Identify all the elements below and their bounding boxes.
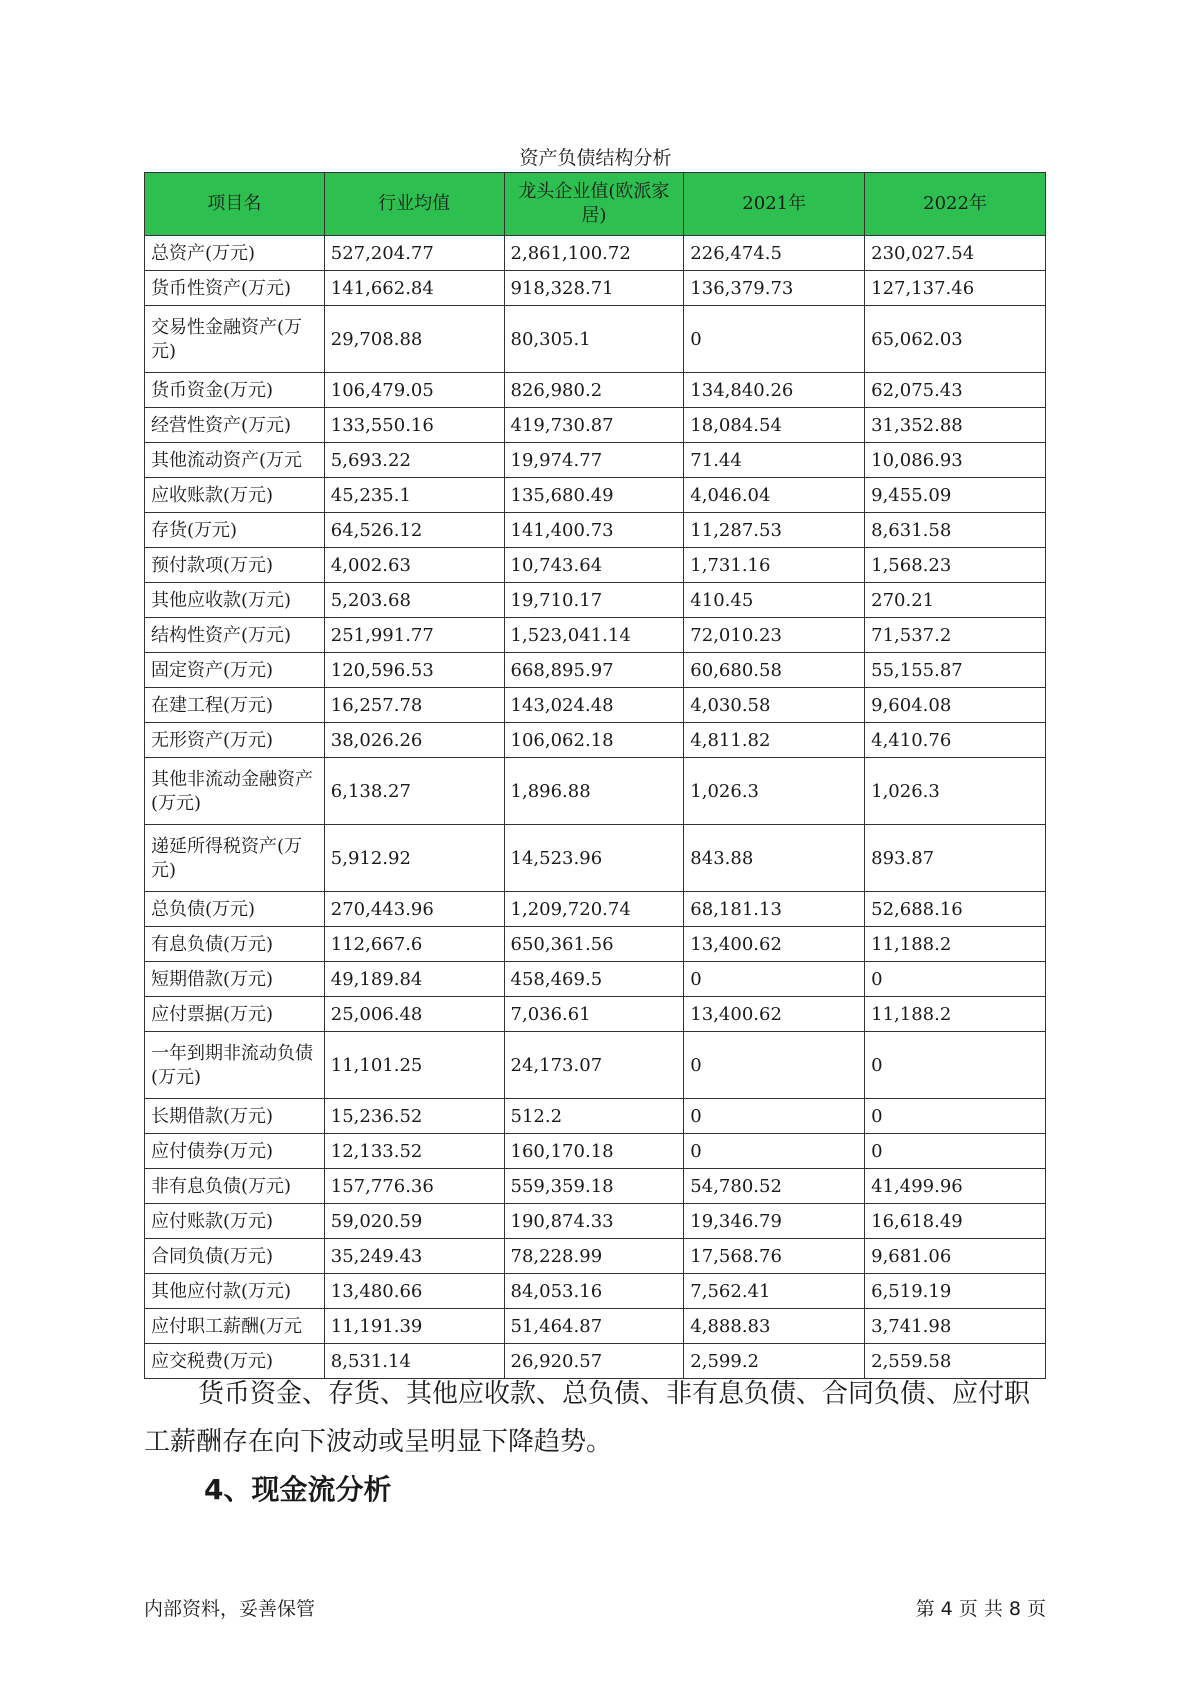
row-value-cell: 0 xyxy=(684,1032,865,1099)
row-value-cell: 106,479.05 xyxy=(324,373,504,408)
row-value-cell: 4,888.83 xyxy=(684,1309,865,1344)
row-value-cell: 1,568.23 xyxy=(865,548,1046,583)
table-row xyxy=(145,443,1046,478)
row-value-cell: 11,188.2 xyxy=(865,997,1046,1032)
row-value-cell: 3,741.98 xyxy=(865,1309,1046,1344)
row-value-cell: 59,020.59 xyxy=(324,1204,504,1239)
row-value-cell: 38,026.26 xyxy=(324,723,504,758)
row-value-cell: 80,305.1 xyxy=(504,306,684,373)
table-header-row xyxy=(145,173,1046,236)
row-value-cell: 0 xyxy=(865,1134,1046,1169)
row-value-cell: 15,236.52 xyxy=(324,1099,504,1134)
row-value-cell: 0 xyxy=(684,1099,865,1134)
table-row xyxy=(145,1169,1046,1204)
row-value-cell: 0 xyxy=(684,1134,865,1169)
row-value-cell: 419,730.87 xyxy=(504,408,684,443)
row-value-cell: 11,188.2 xyxy=(865,927,1046,962)
header-item-name: 项目名 xyxy=(145,173,325,236)
table-row xyxy=(145,1134,1046,1169)
row-value-cell: 7,562.41 xyxy=(684,1274,865,1309)
row-value-cell: 19,974.77 xyxy=(504,443,684,478)
row-item-name: 经营性资产(万元) xyxy=(145,408,325,443)
row-value-cell: 9,604.08 xyxy=(865,688,1046,723)
row-item-name: 应付债券(万元) xyxy=(145,1134,325,1169)
row-item-name: 短期借款(万元) xyxy=(145,962,325,997)
table-row xyxy=(145,688,1046,723)
row-value-cell: 84,053.16 xyxy=(504,1274,684,1309)
row-value-cell: 35,249.43 xyxy=(324,1239,504,1274)
row-value-cell: 0 xyxy=(865,962,1046,997)
row-value-cell: 668,895.97 xyxy=(504,653,684,688)
row-value-cell: 26,920.57 xyxy=(504,1344,684,1379)
row-value-cell: 5,912.92 xyxy=(324,825,504,892)
row-value-cell: 19,710.17 xyxy=(504,583,684,618)
row-value-cell: 127,137.46 xyxy=(865,271,1046,306)
row-value-cell: 143,024.48 xyxy=(504,688,684,723)
row-value-cell: 7,036.61 xyxy=(504,997,684,1032)
table-row xyxy=(145,1204,1046,1239)
row-value-cell: 826,980.2 xyxy=(504,373,684,408)
row-item-name: 其他应收款(万元) xyxy=(145,583,325,618)
row-item-name: 交易性金融资产(万元) xyxy=(145,306,325,373)
row-value-cell: 64,526.12 xyxy=(324,513,504,548)
table-row xyxy=(145,927,1046,962)
row-value-cell: 136,379.73 xyxy=(684,271,865,306)
header-leader-value: 龙头企业值(欧派家居) xyxy=(504,173,684,236)
row-value-cell: 12,133.52 xyxy=(324,1134,504,1169)
row-value-cell: 49,189.84 xyxy=(324,962,504,997)
header-year-2022: 2022年 xyxy=(865,173,1046,236)
row-value-cell: 11,101.25 xyxy=(324,1032,504,1099)
row-value-cell: 13,400.62 xyxy=(684,927,865,962)
row-item-name: 货币资金(万元) xyxy=(145,373,325,408)
row-value-cell: 5,203.68 xyxy=(324,583,504,618)
row-value-cell: 270.21 xyxy=(865,583,1046,618)
row-value-cell: 71,537.2 xyxy=(865,618,1046,653)
header-industry-average: 行业均值 xyxy=(324,173,504,236)
row-value-cell: 226,474.5 xyxy=(684,236,865,271)
table-row xyxy=(145,271,1046,306)
row-value-cell: 1,209,720.74 xyxy=(504,892,684,927)
row-value-cell: 8,531.14 xyxy=(324,1344,504,1379)
balance-sheet-table xyxy=(144,172,1046,1379)
row-value-cell: 16,618.49 xyxy=(865,1204,1046,1239)
row-value-cell: 512.2 xyxy=(504,1099,684,1134)
row-value-cell: 55,155.87 xyxy=(865,653,1046,688)
row-value-cell: 650,361.56 xyxy=(504,927,684,962)
row-item-name: 其他应付款(万元) xyxy=(145,1274,325,1309)
table-row xyxy=(145,1099,1046,1134)
row-value-cell: 18,084.54 xyxy=(684,408,865,443)
row-value-cell: 135,680.49 xyxy=(504,478,684,513)
row-item-name: 预付款项(万元) xyxy=(145,548,325,583)
row-value-cell: 41,499.96 xyxy=(865,1169,1046,1204)
row-item-name: 一年到期非流动负债(万元) xyxy=(145,1032,325,1099)
row-value-cell: 2,599.2 xyxy=(684,1344,865,1379)
row-value-cell: 72,010.23 xyxy=(684,618,865,653)
row-value-cell: 10,743.64 xyxy=(504,548,684,583)
row-value-cell: 8,631.58 xyxy=(865,513,1046,548)
row-value-cell: 5,693.22 xyxy=(324,443,504,478)
row-value-cell: 54,780.52 xyxy=(684,1169,865,1204)
row-item-name: 总负债(万元) xyxy=(145,892,325,927)
row-item-name: 其他非流动金融资产(万元) xyxy=(145,758,325,825)
row-item-name: 合同负债(万元) xyxy=(145,1239,325,1274)
row-value-cell: 6,138.27 xyxy=(324,758,504,825)
row-value-cell: 251,991.77 xyxy=(324,618,504,653)
row-value-cell: 112,667.6 xyxy=(324,927,504,962)
row-item-name: 存货(万元) xyxy=(145,513,325,548)
row-value-cell: 2,559.58 xyxy=(865,1344,1046,1379)
row-item-name: 长期借款(万元) xyxy=(145,1099,325,1134)
footer-page-number: 第 4 页 共 8 页 xyxy=(915,1598,1046,1620)
row-value-cell: 0 xyxy=(865,1099,1046,1134)
row-item-name: 应收账款(万元) xyxy=(145,478,325,513)
row-value-cell: 25,006.48 xyxy=(324,997,504,1032)
row-value-cell: 843.88 xyxy=(684,825,865,892)
summary-paragraph: 货币资金、存货、其他应收款、总负债、非有息负债、合同负债、应付职工薪酬存在向下波动或呈明显下降趋势。 xyxy=(144,1379,1031,1457)
row-item-name: 其他流动资产(万元 xyxy=(145,443,325,478)
footer-confidential-note: 内部资料，妥善保管 xyxy=(144,1598,316,1620)
table-row xyxy=(145,583,1046,618)
row-item-name: 应付票据(万元) xyxy=(145,997,325,1032)
row-value-cell: 60,680.58 xyxy=(684,653,865,688)
table-row xyxy=(145,306,1046,373)
row-item-name: 总资产(万元) xyxy=(145,236,325,271)
row-value-cell: 65,062.03 xyxy=(865,306,1046,373)
row-value-cell: 4,002.63 xyxy=(324,548,504,583)
row-item-name: 应交税费(万元) xyxy=(145,1344,325,1379)
row-value-cell: 11,191.39 xyxy=(324,1309,504,1344)
table-row xyxy=(145,408,1046,443)
table-row xyxy=(145,1274,1046,1309)
table-caption: 资产负债结构分析 xyxy=(519,147,672,169)
row-value-cell: 14,523.96 xyxy=(504,825,684,892)
table-row xyxy=(145,653,1046,688)
table-row xyxy=(145,618,1046,653)
row-value-cell: 62,075.43 xyxy=(865,373,1046,408)
row-item-name: 在建工程(万元) xyxy=(145,688,325,723)
row-value-cell: 52,688.16 xyxy=(865,892,1046,927)
row-value-cell: 230,027.54 xyxy=(865,236,1046,271)
section-heading: 4、现金流分析 xyxy=(204,1473,392,1506)
row-value-cell: 13,400.62 xyxy=(684,997,865,1032)
header-year-2021: 2021年 xyxy=(684,173,865,236)
table-row xyxy=(145,997,1046,1032)
table-row xyxy=(145,548,1046,583)
row-value-cell: 29,708.88 xyxy=(324,306,504,373)
row-value-cell: 11,287.53 xyxy=(684,513,865,548)
table-body xyxy=(145,236,1046,1379)
row-value-cell: 68,181.13 xyxy=(684,892,865,927)
table-row xyxy=(145,962,1046,997)
row-value-cell: 4,811.82 xyxy=(684,723,865,758)
table-row xyxy=(145,1239,1046,1274)
row-value-cell: 6,519.19 xyxy=(865,1274,1046,1309)
row-value-cell: 141,400.73 xyxy=(504,513,684,548)
row-value-cell: 78,228.99 xyxy=(504,1239,684,1274)
row-value-cell: 918,328.71 xyxy=(504,271,684,306)
row-value-cell: 13,480.66 xyxy=(324,1274,504,1309)
row-value-cell: 0 xyxy=(865,1032,1046,1099)
row-value-cell: 270,443.96 xyxy=(324,892,504,927)
table-row xyxy=(145,478,1046,513)
row-value-cell: 24,173.07 xyxy=(504,1032,684,1099)
row-value-cell: 559,359.18 xyxy=(504,1169,684,1204)
row-value-cell: 16,257.78 xyxy=(324,688,504,723)
row-item-name: 有息负债(万元) xyxy=(145,927,325,962)
row-value-cell: 190,874.33 xyxy=(504,1204,684,1239)
row-value-cell: 410.45 xyxy=(684,583,865,618)
row-value-cell: 10,086.93 xyxy=(865,443,1046,478)
row-value-cell: 527,204.77 xyxy=(324,236,504,271)
row-value-cell: 893.87 xyxy=(865,825,1046,892)
table-row xyxy=(145,723,1046,758)
row-value-cell: 31,352.88 xyxy=(865,408,1046,443)
row-value-cell: 157,776.36 xyxy=(324,1169,504,1204)
table-row xyxy=(145,892,1046,927)
row-value-cell: 120,596.53 xyxy=(324,653,504,688)
row-value-cell: 0 xyxy=(684,962,865,997)
row-value-cell: 1,026.3 xyxy=(684,758,865,825)
row-value-cell: 0 xyxy=(684,306,865,373)
table-row xyxy=(145,1032,1046,1099)
row-value-cell: 19,346.79 xyxy=(684,1204,865,1239)
table-row xyxy=(145,1309,1046,1344)
row-value-cell: 1,026.3 xyxy=(865,758,1046,825)
row-value-cell: 134,840.26 xyxy=(684,373,865,408)
row-item-name: 非有息负债(万元) xyxy=(145,1169,325,1204)
row-value-cell: 160,170.18 xyxy=(504,1134,684,1169)
table-row xyxy=(145,825,1046,892)
table-row xyxy=(145,373,1046,408)
row-item-name: 货币性资产(万元) xyxy=(145,271,325,306)
row-value-cell: 17,568.76 xyxy=(684,1239,865,1274)
row-item-name: 应付账款(万元) xyxy=(145,1204,325,1239)
row-value-cell: 51,464.87 xyxy=(504,1309,684,1344)
row-item-name: 固定资产(万元) xyxy=(145,653,325,688)
row-value-cell: 9,681.06 xyxy=(865,1239,1046,1274)
table-row xyxy=(145,513,1046,548)
table-row xyxy=(145,758,1046,825)
row-value-cell: 2,861,100.72 xyxy=(504,236,684,271)
row-item-name: 应付职工薪酬(万元 xyxy=(145,1309,325,1344)
row-value-cell: 9,455.09 xyxy=(865,478,1046,513)
row-item-name: 无形资产(万元) xyxy=(145,723,325,758)
row-value-cell: 458,469.5 xyxy=(504,962,684,997)
table-row xyxy=(145,236,1046,271)
row-value-cell: 1,523,041.14 xyxy=(504,618,684,653)
row-item-name: 结构性资产(万元) xyxy=(145,618,325,653)
row-value-cell: 4,410.76 xyxy=(865,723,1046,758)
row-value-cell: 45,235.1 xyxy=(324,478,504,513)
row-value-cell: 141,662.84 xyxy=(324,271,504,306)
row-value-cell: 1,731.16 xyxy=(684,548,865,583)
row-value-cell: 4,030.58 xyxy=(684,688,865,723)
row-value-cell: 1,896.88 xyxy=(504,758,684,825)
row-value-cell: 133,550.16 xyxy=(324,408,504,443)
row-value-cell: 4,046.04 xyxy=(684,478,865,513)
row-value-cell: 71.44 xyxy=(684,443,865,478)
row-value-cell: 106,062.18 xyxy=(504,723,684,758)
row-item-name: 递延所得税资产(万元) xyxy=(145,825,325,892)
